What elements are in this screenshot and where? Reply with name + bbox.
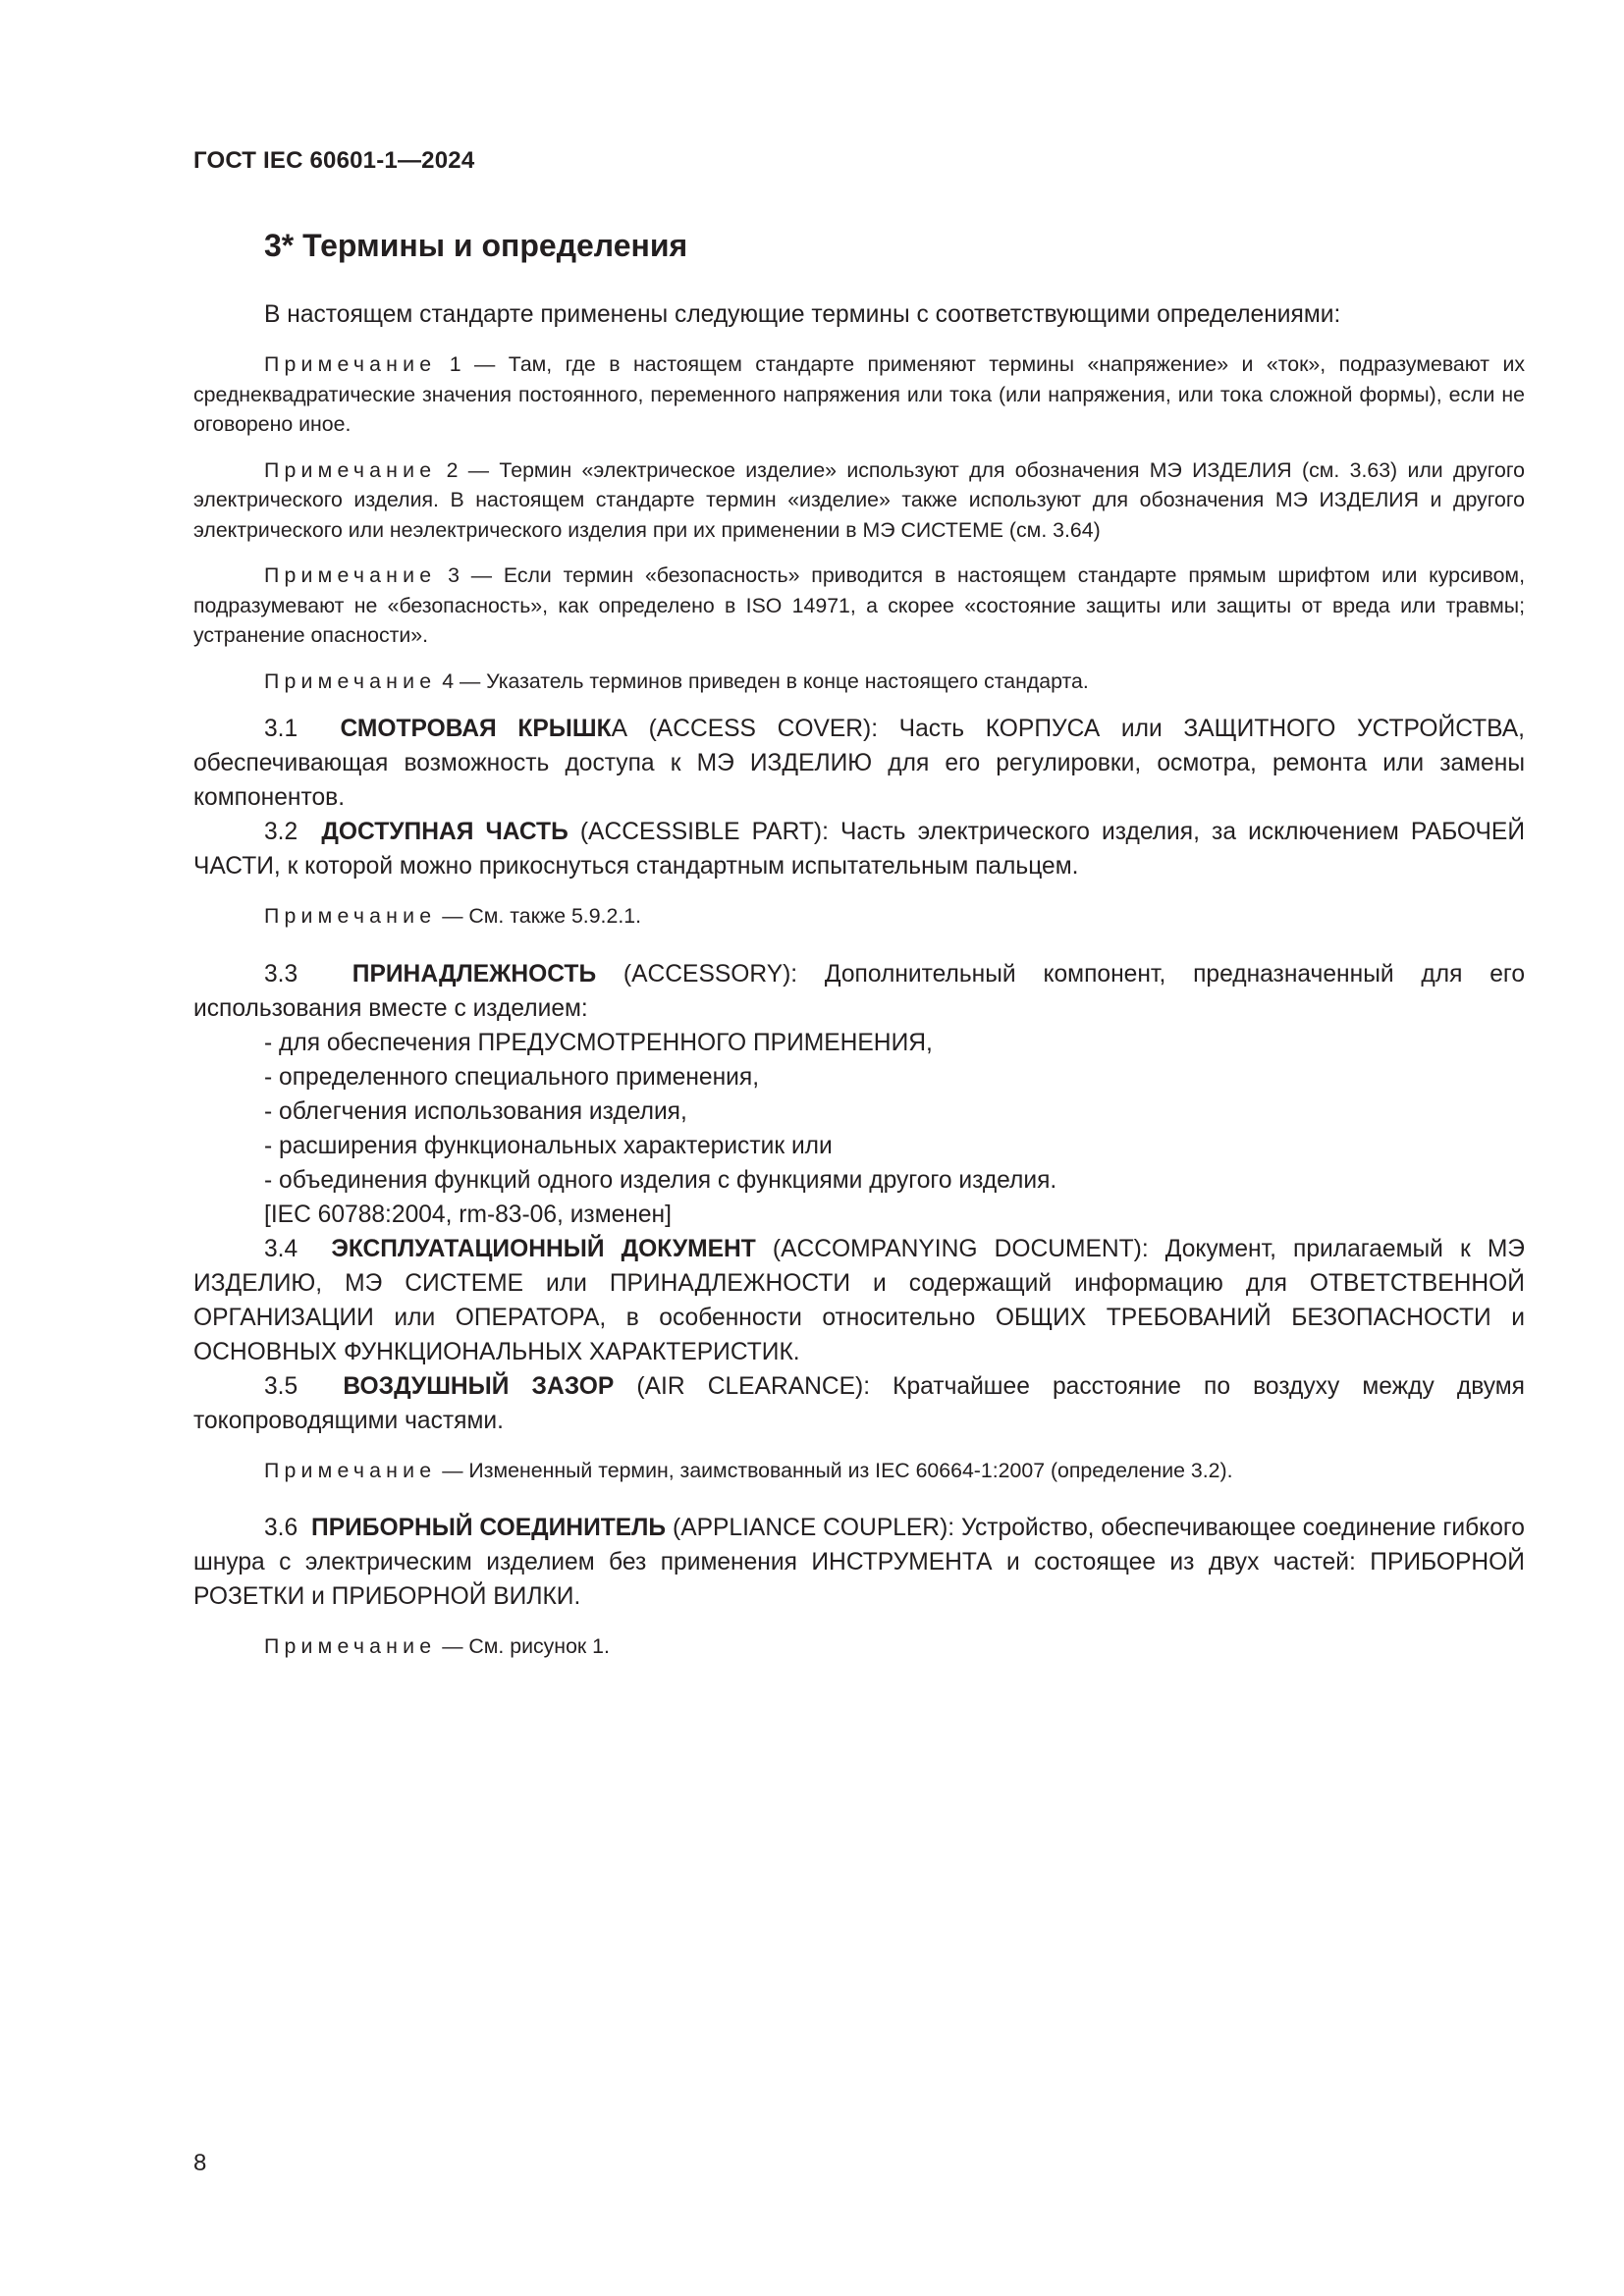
- page-number: 8: [193, 2150, 207, 2176]
- note-2: [193, 455, 1525, 546]
- note-label: Примечание: [264, 904, 437, 928]
- term-name: ВОЗДУШНЫЙ ЗАЗОР: [343, 1372, 615, 1400]
- term-number: 3.2: [264, 819, 298, 845]
- section-intro: В настоящем стандарте применены следующие термины с соответствующими определениями:: [264, 301, 1341, 328]
- section-title: 3* Термины и определения: [264, 228, 688, 263]
- note-text: 2 — Термин «электрическое изделие» используют для обозначения МЭ ИЗДЕЛИЯ (см. 3.63) или другого электрического изделия. В настоящем стандарте термин «изделие» также используют для обозначения МЭ ИЗДЕЛИЯ и другого электрического или неэлектрического изделия при их применении в МЭ СИСТЕМЕ (см. 3.64): [193, 457, 1525, 542]
- document-header: ГОСТ IEC 60601-1—2024: [193, 147, 475, 174]
- note-4: [193, 667, 1525, 697]
- note-label: Примечание: [264, 1634, 437, 1658]
- term-definition: (ACCESSIBLE PART): Часть электрического изделия, за исключением РАБОЧЕЙ ЧАСТИ, к которой можно прикоснуться стандартным испытательным пальцем.: [193, 819, 1525, 880]
- term-3-5: [193, 1369, 1525, 1438]
- note-3-5: [193, 1456, 1525, 1486]
- term-definition: (AIR CLEARANCE): Кратчайшее расстояние по воздуху между двумя токопроводящими частями.: [193, 1372, 1525, 1434]
- term-definition: А (ACCESS COVER): Часть КОРПУСА или ЗАЩИТНОГО УСТРОЙСТВА, обеспечивающая возможность доступа к МЭ ИЗДЕЛИЮ для его регулировки, осмотра, ремонта или замены компонентов.: [193, 716, 1525, 811]
- term-3-1: [193, 712, 1525, 815]
- list-item: - расширения функциональных характеристик или: [264, 1132, 833, 1159]
- term-definition: (APPLIANCE COUPLER): Устройство, обеспечивающее соединение гибкого шнура с электрическим изделием без применения ИНСТРУМЕНТА и состоящее из двух частей: ПРИБОРНОЙ РОЗЕТКИ и ПРИБОРНОЙ ВИЛКИ.: [193, 1515, 1525, 1610]
- term-3-4: [193, 1232, 1525, 1369]
- list-item: - для обеспечения ПРЕДУСМОТРЕННОГО ПРИМЕНЕНИЯ,: [264, 1029, 933, 1056]
- note-label: Примечание: [264, 668, 437, 693]
- term-3-3-list: [193, 1026, 1525, 1198]
- term-definition: (ACCOMPANYING DOCUMENT): Документ, прилагаемый к МЭ ИЗДЕЛИЮ, МЭ СИСТЕМЕ или ПРИНАДЛЕЖНОСТИ и содержащий информацию для ОТВЕТСТВЕННОЙ ОРГАНИЗАЦИИ или ОПЕРАТОРА, в особенности относительно ОБЩИХ ТРЕБОВАНИЙ БЕЗОПАСНОСТИ и ОСНОВНЫХ ФУНКЦИОНАЛЬНЫХ ХАРАКТЕРИСТИК.: [193, 1235, 1525, 1365]
- note-label: Примечание: [264, 1458, 437, 1482]
- term-3-3-reference: [IEC 60788:2004, rm-83-06, изменен]: [264, 1201, 672, 1228]
- note-text: 1 — Там, где в настоящем стандарте применяют термины «напряжение» и «ток», подразумевают их среднеквадратические значения постоянного, переменного напряжения или тока (или напряжения, или тока сложной формы), если не оговорено иное.: [193, 352, 1525, 436]
- note-3: [193, 561, 1525, 651]
- note-label: Примечание: [264, 563, 437, 587]
- term-number: 3.3: [264, 960, 298, 988]
- term-name: ДОСТУПНАЯ ЧАСТЬ: [321, 819, 568, 845]
- term-name: ЭКСПЛУАТАЦИОННЫЙ ДОКУМЕНТ: [331, 1235, 756, 1262]
- note-text: — См. рисунок 1.: [436, 1634, 610, 1658]
- term-definition: (ACCESSORY): Дополнительный компонент, предназначенный для его использования вместе с изделием:: [193, 960, 1526, 1022]
- note-text: — Измененный термин, заимствованный из IEC 60664-1:2007 (определение 3.2).: [436, 1458, 1233, 1482]
- term-name: ПРИБОРНЫЙ СОЕДИНИТЕЛЬ: [311, 1515, 667, 1541]
- note-3-6: [193, 1631, 1525, 1662]
- note-3-2: [193, 901, 1525, 932]
- note-text: 4 — Указатель терминов приведен в конце настоящего стандарта.: [436, 668, 1089, 693]
- note-text: 3 — Если термин «безопасность» приводится в настоящем стандарте прямым шрифтом или курсивом, подразумевают не «безопасность», как определено в ISO 14971, а скорее «состояние защиты или защиты от вреда или травмы; устранение опасности».: [193, 563, 1525, 647]
- list-item: - объединения функций одного изделия с функциями другого изделия.: [264, 1166, 1057, 1194]
- term-3-6: [193, 1511, 1525, 1614]
- note-1: [193, 349, 1525, 440]
- term-number: 3.1: [264, 716, 298, 742]
- note-label: Примечание: [264, 457, 437, 482]
- list-item: - облегчения использования изделия,: [264, 1097, 687, 1125]
- term-number: 3.6: [264, 1515, 298, 1541]
- note-text: — См. также 5.9.2.1.: [436, 904, 641, 928]
- note-label: Примечание: [264, 352, 437, 376]
- term-name: ПРИНАДЛЕЖНОСТЬ: [352, 960, 597, 988]
- term-name: СМОТРОВАЯ КРЫШК: [340, 716, 612, 742]
- term-3-2: [193, 815, 1525, 883]
- term-3-3: [193, 957, 1525, 1026]
- page-content: [193, 214, 1525, 1678]
- term-number: 3.5: [264, 1372, 298, 1400]
- list-item: - определенного специального применения,: [264, 1063, 760, 1091]
- term-number: 3.4: [264, 1235, 298, 1262]
